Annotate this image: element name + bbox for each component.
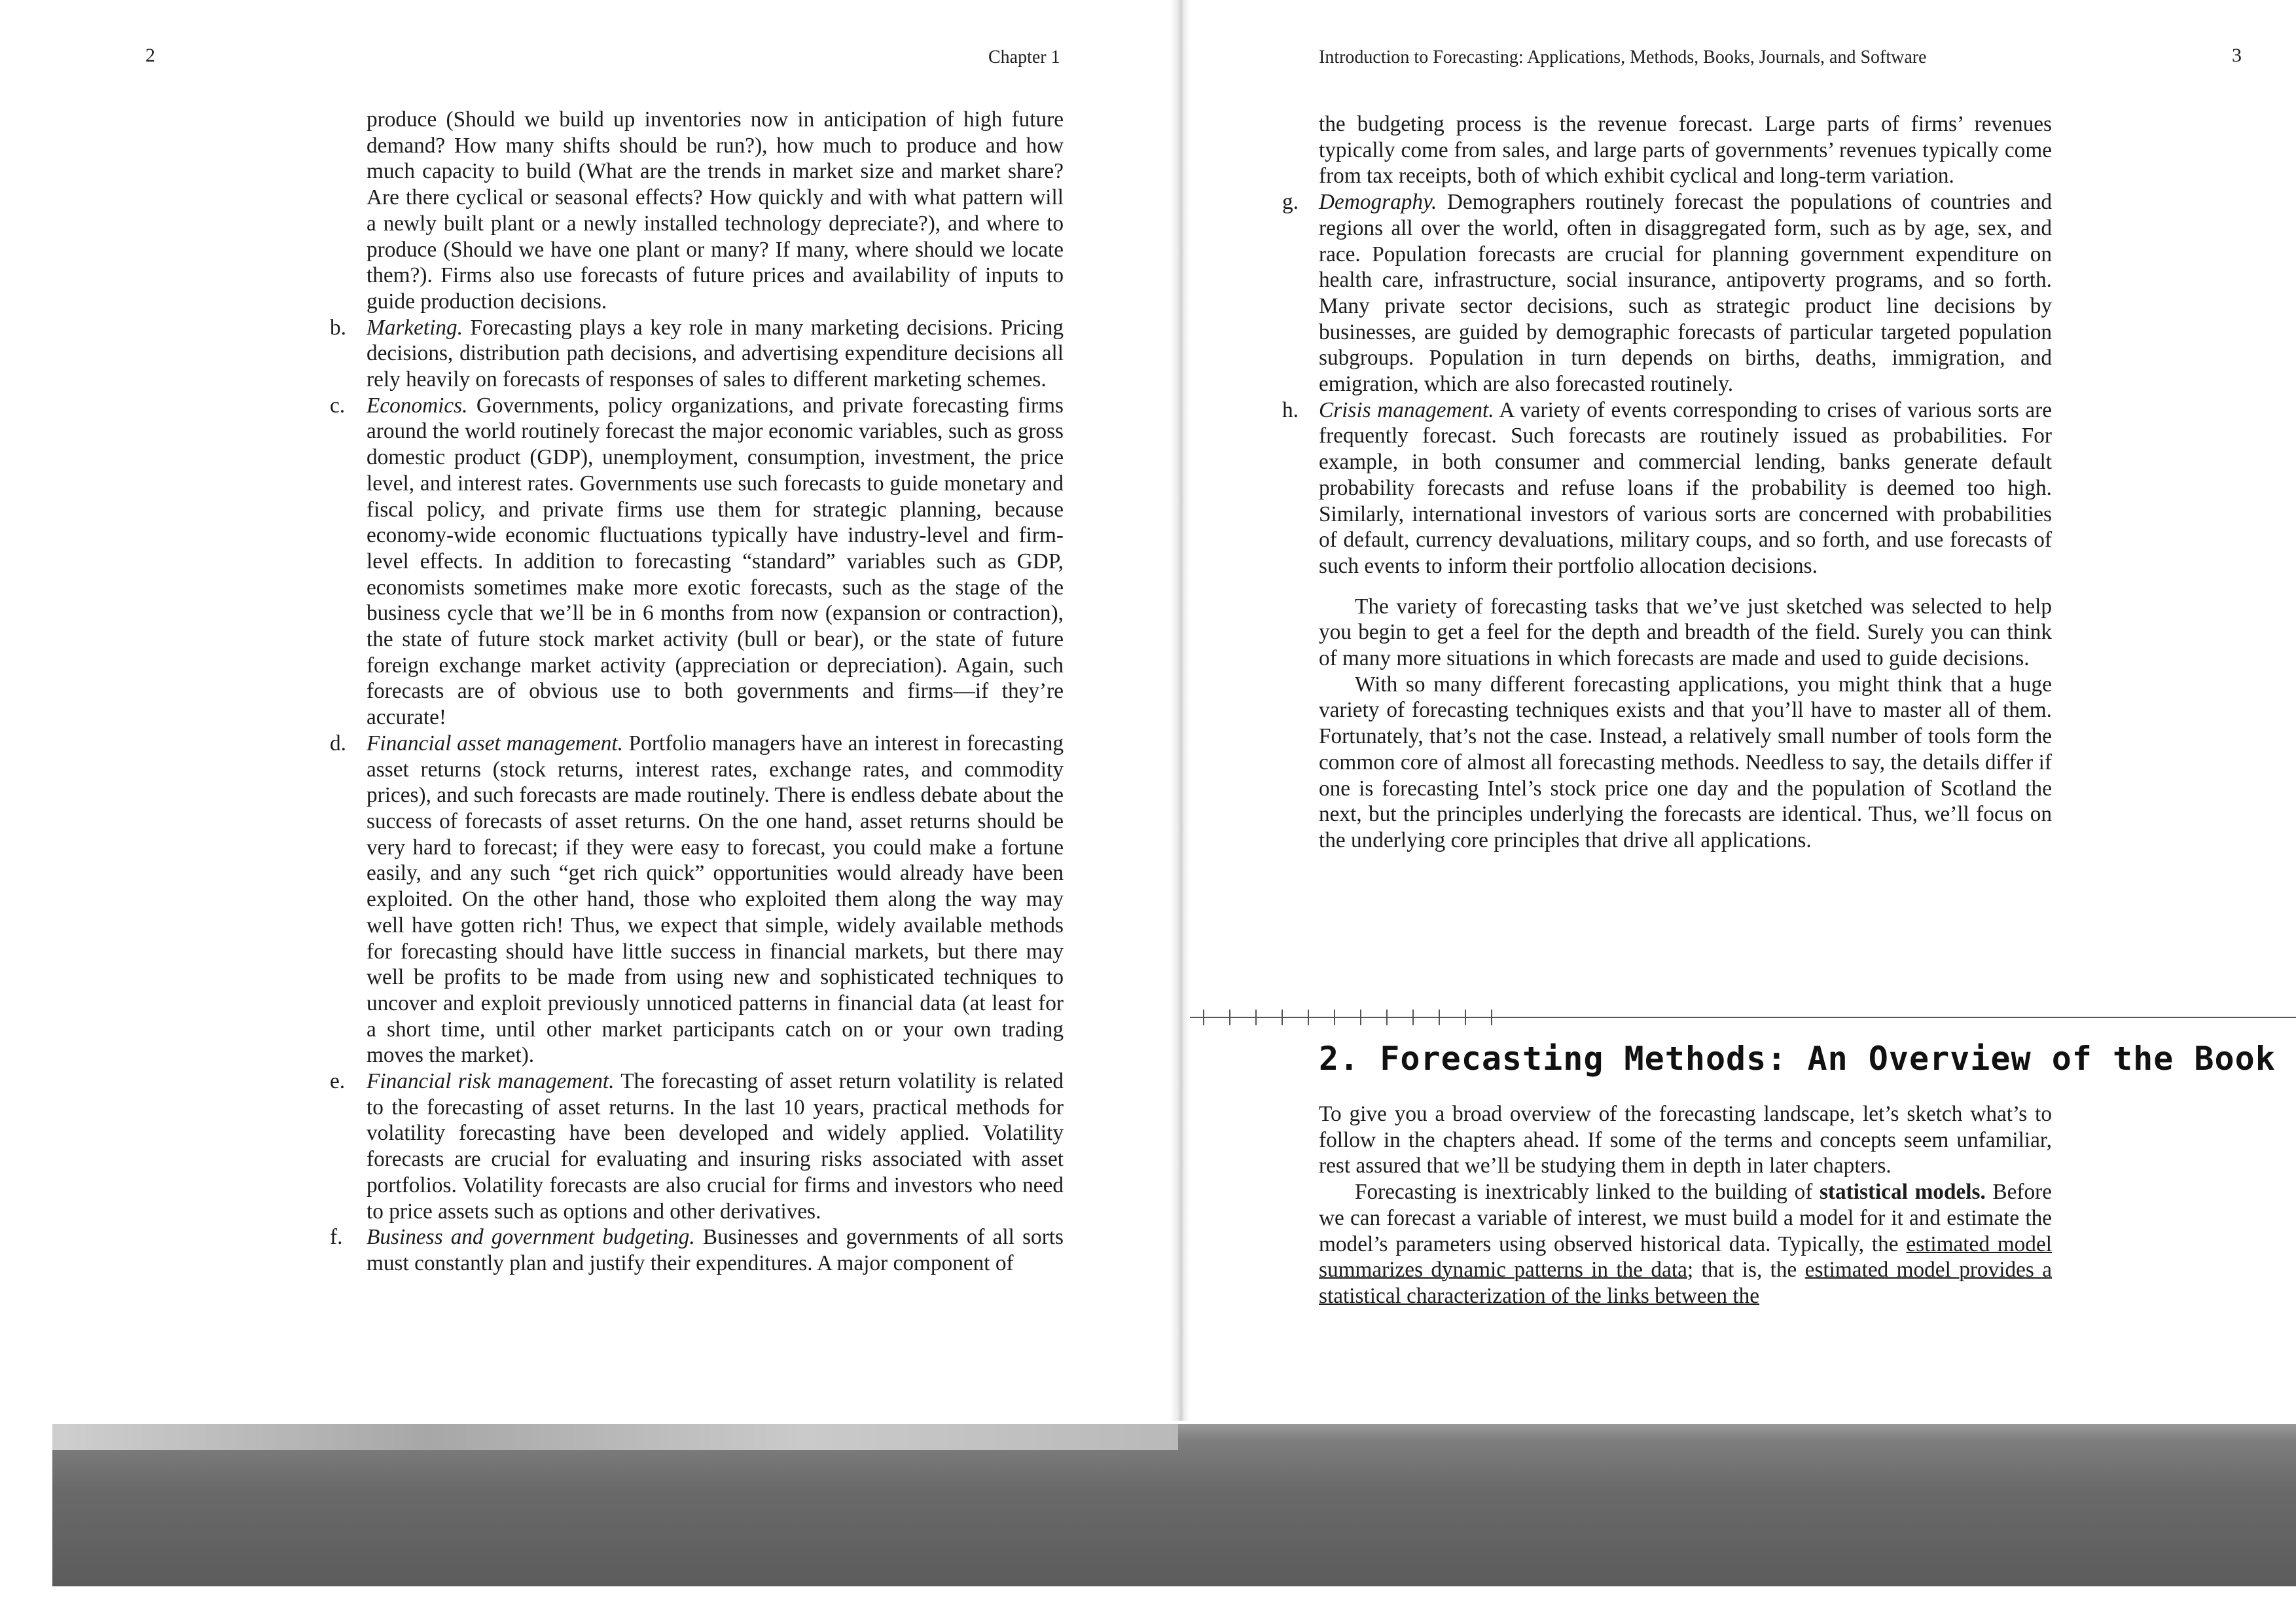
list-marker: f. bbox=[330, 1225, 343, 1250]
scan-shadow-band bbox=[52, 1424, 2296, 1586]
list-marker: c. bbox=[330, 393, 346, 418]
list-item-budgeting bbox=[330, 1224, 1064, 1276]
underlined-phrase: estimated model summarizes dynamic patterns in the data bbox=[1319, 1231, 2052, 1283]
section-heading: 2. Forecasting Methods: An Overview of the Book bbox=[1319, 1040, 2276, 1078]
item-text: Portfolio managers have an interest in forecasting asset returns (stock returns, interest rates, exchange rates, and commodity prices), and such forecasts are made routinely. There is endless debate about the success of forecasts of asset returns. On the one hand, asset returns should be very hard to forecast; if they were easy to forecast, you could make a fortune easily, and any such “get rich quick” opportunities would already have been exploited. On the other hand, those who exploited them along the way may well have gotten rich! Thus, we expect that simple, widely available methods for forecasting should have little success in financial markets, but there may well be profits to be made from using new and sophisticated techniques to uncover and exploit previously unnoticed patterns in financial data (at least for a short time, until other market participants catch on or your own trading moves the market). bbox=[367, 731, 1064, 1068]
text-run: Forecasting is inextricably linked to the building of bbox=[1355, 1180, 1820, 1205]
list-item-marketing bbox=[330, 315, 1064, 393]
item-text: Governments, policy organizations, and private forecasting firms around the world routinely forecast the major economic variables, such as gross domestic product (GDP), unemployment, consumption, investment, the price level, and interest rates. Governments use such forecasts to guide monetary and fiscal policy, and private firms use them for strategic planning, because economy-wide economic fluctuations typically have industry-level and firm-level effects. In addition to forecasting “standard” variables such as GDP, economists sometimes make more exotic forecasts, such as the stage of the business cycle that we’ll be in 6 months from now (expansion or contraction), the state of future stock market activity (bull or bear), or the state of future foreign exchange market activity (appreciation or depreciation). Again, such forecasts are of obvious use to both governments and firms—if they’re accurate! bbox=[367, 393, 1064, 730]
right-running-head: Introduction to Forecasting: Applications, Methods, Books, Journals, and Software bbox=[1319, 47, 1927, 67]
item-lead: Business and government budgeting. bbox=[367, 1225, 695, 1250]
list-item-crisis-management bbox=[1282, 397, 2052, 579]
item-lead: Demography. bbox=[1319, 190, 1437, 215]
section-text-column bbox=[1319, 1101, 2052, 1309]
list-marker: b. bbox=[330, 315, 346, 340]
left-text-column bbox=[330, 107, 1064, 1277]
item-text: A variety of events corresponding to crises of various sorts are frequently forecast. Such forecasts are routinely issued as probabilities. For example, in both consumer and commercial lending, banks generate default probability forecasts and refuse loans if the probability is deemed too high. Similarly, international investors of various sorts are concerned with probabilities of default, currency devaluations, military coups, and so forth, and use forecasts of such events to inform their portfolio allocation decisions. bbox=[1319, 397, 2052, 578]
list-item-financial-asset-management bbox=[330, 731, 1064, 1068]
list-marker: g. bbox=[1282, 190, 1299, 215]
right-page-number: 3 bbox=[2232, 45, 2242, 66]
section-divider bbox=[1190, 1010, 2296, 1025]
item-text: Demographers routinely forecast the populations of countries and regions all over the world, often in disaggregated form, such as by age, sex, and race. Population forecasts are crucial for planning government expenditure on health care, infrastructure, social insurance, antipoverty programs, and so forth. Many private sector decisions, such as strategic product line decisions by businesses, are guided by demographic forecasts of particular targeted population subgroups. Population in turn depends on births, deaths, immigration, and emigration, which are also forecasted routinely. bbox=[1319, 190, 2052, 397]
list-item-demography bbox=[1282, 189, 2052, 397]
continuation-paragraph: the budgeting process is the revenue forecast. Large parts of firms’ revenues typically come from sales, and large parts of governments’ revenues typically come from tax receipts, both of which exhibit cyclical and long-term variation. bbox=[1319, 112, 2052, 189]
item-lead: Financial asset management. bbox=[367, 731, 623, 756]
item-lead: Crisis management. bbox=[1319, 397, 1494, 422]
bold-term: statistical models. bbox=[1819, 1180, 1986, 1205]
book-gutter bbox=[1170, 0, 1190, 1421]
item-lead: Marketing. bbox=[367, 315, 463, 340]
right-text-column bbox=[1282, 111, 2052, 854]
item-text: Forecasting plays a key role in many marketing decisions. Pricing decisions, distribution path decisions, and advertising expenditure decisions all rely heavily on forecasts of responses of sales to different marketing schemes. bbox=[367, 315, 1064, 392]
item-text: The forecasting of asset return volatility is related to the forecasting of asset returns. In the last 10 years, practical methods for volatility forecasting have been developed and widely applied. Volatility forecasts are crucial for evaluating and insuring risks associated with asset portfolios. Volatility forecasts are also crucial for firms and investors who need to price assets such as options and other derivatives. bbox=[367, 1069, 1064, 1224]
continuation-paragraph: produce (Should we build up inventories now in anticipation of high future demand? How many shifts should be run?), how much to produce and how much capacity to build (What are the trends in market size and market share? Are there cyclical or seasonal effects? How quickly and with what pattern will a newly built plant or a newly installed technology depreciate?), and where to produce (Should we have one plant or many? If many, where should we locate them?). Firms also use forecasts of future prices and availability of inputs to guide production decisions. bbox=[367, 107, 1064, 314]
body-paragraph: With so many different forecasting applications, you might think that a huge variety of forecasting techniques exists and that you’ll have to master all of them. Fortunately, that’s not the case. Instead, a relatively small number of tools form the common core of almost all forecasting methods. Needless to say, the details differ if one is forecasting Intel’s stock price one day and the population of Scotland the next, but the principles underlying the forecasts are identical. Thus, we’ll focus on the underlying core principles that drive all applications. bbox=[1319, 672, 2052, 852]
body-paragraph: The variety of forecasting tasks that we’ve just sketched was selected to help you begin to get a feel for the depth and breadth of the field. Surely you can think of many more situations in which forecasts are made and used to guide decisions. bbox=[1319, 594, 2052, 671]
item-lead: Financial risk management. bbox=[367, 1069, 615, 1094]
text-run: Before we can forecast a variable of interest, we must build a model for it and estimate the model’s parameters using observed historical data. Typically, the bbox=[1319, 1180, 2052, 1256]
section-paragraph bbox=[1319, 1179, 2052, 1309]
list-marker: e. bbox=[330, 1069, 346, 1094]
item-text: Businesses and governments of all sorts must constantly plan and justify their expenditures. A major component of bbox=[367, 1225, 1064, 1275]
left-page-number: 2 bbox=[145, 45, 155, 66]
text-run: ; that is, the bbox=[1687, 1258, 1805, 1283]
list-marker: h. bbox=[1282, 397, 1299, 422]
list-marker: d. bbox=[330, 731, 346, 756]
left-running-head: Chapter 1 bbox=[988, 47, 1060, 67]
list-item-financial-risk-management bbox=[330, 1068, 1064, 1224]
list-item-economics bbox=[330, 393, 1064, 731]
underlined-phrase: estimated model provides a statistical characterization of the links between the bbox=[1319, 1258, 2052, 1308]
item-lead: Economics. bbox=[367, 393, 468, 418]
section-paragraph: To give you a broad overview of the forecasting landscape, let’s sketch what’s to follow in the chapters ahead. If some of the terms and concepts seem unfamiliar, rest assured that we’ll be studying them in depth in later chapters. bbox=[1319, 1102, 2052, 1178]
